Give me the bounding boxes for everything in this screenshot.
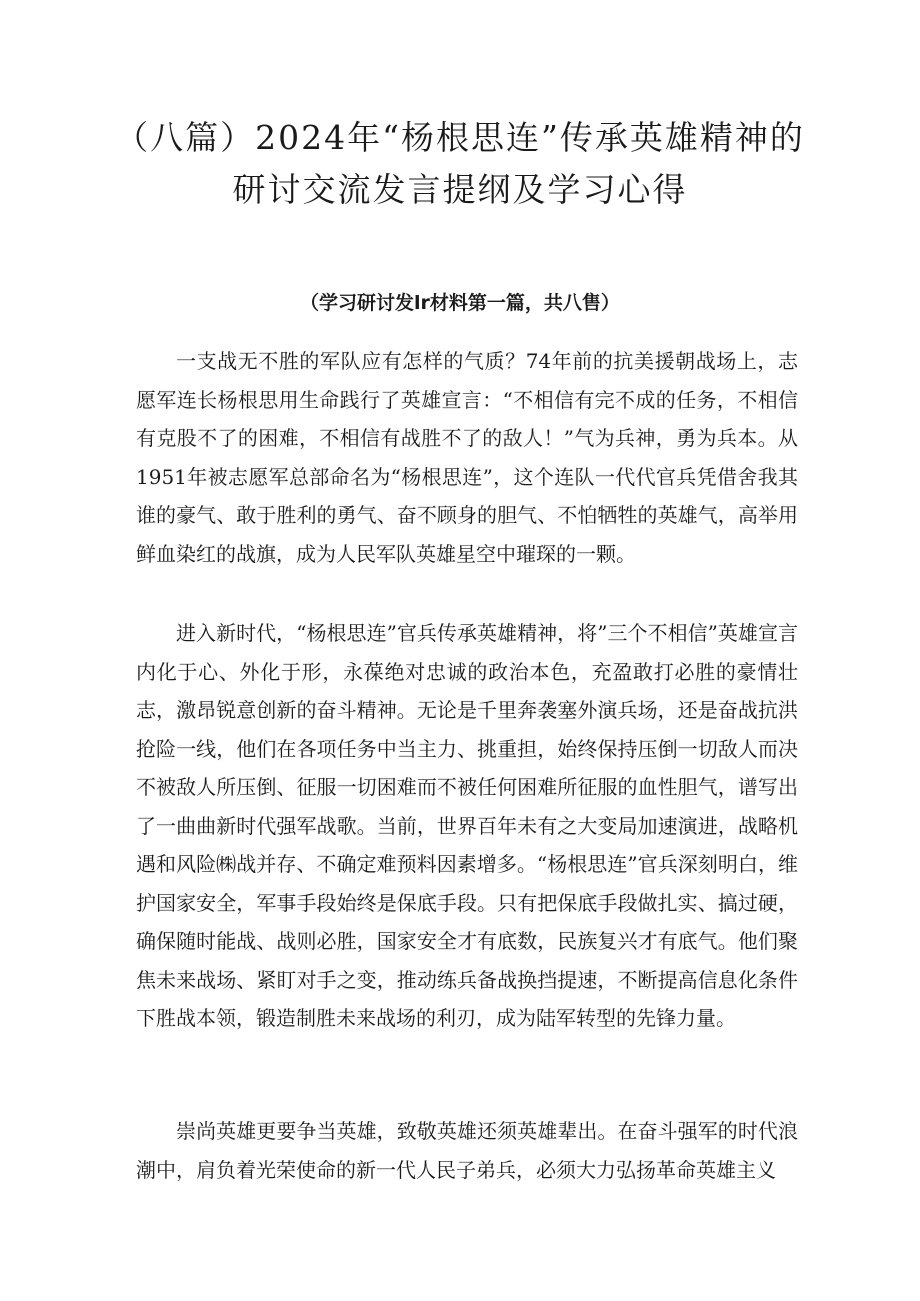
body-paragraph-3: 崇尚英雄更要争当英雄，致敬英雄还须英雄辈出。在奋斗强军的时代浪潮中，肩负着光荣使命的新一代人民子弟兵，必须大力弘扬革命英雄主义 <box>136 1119 798 1182</box>
document-title: （八篇）2024年“杨根思连”传承英雄精神的研讨交流发言提纲及学习心得 <box>115 118 805 209</box>
body-paragraph-2: 进入新时代，“杨根思连”官兵传承英雄精神，将”三个不相信”英雄宣言内化于心、外化于形，永葆绝对忠诚的政治本色，充盈敢打必胜的豪情壮志，激昂锐意创新的奋斗精神。无论是千里奔袭塞外演兵场，还是奋战抗洪抢险一线，他们在各项任务中当主力、挑重担，始终保持压倒一切敌人而决不被敌人所压倒、征服一切困难而不被任何困难所征服的血性胆气，谱写出了一曲曲新时代强军战歌。当前，世界百年未有之大变局加速演进，战略机遇和风险㈱战并存、不确定难预料因素增多。“杨根思连”官兵深刻明白，维护国家安全，军事手段始终是保底手段。只有把保底手段做扎实、搞过硬，确保随时能战、战则必胜，国家安全才有底数，民族复兴才有底气。他们聚焦未来战场、紧盯对手之变，推动练兵备战换挡提速，不断提高信息化条件下胜战本领，锻造制胜未来战场的利刃，成为陆军转型的先锋力量。 <box>136 621 798 1030</box>
body-paragraph-1: 一支战无不胜的军队应有怎样的气质？74年前的抗美援朝战场上，志愿军连长杨根思用生命践行了英雄宣言：“不相信有完不成的任务，不相信有克股不了的困难，不相信有战胜不了的敌人！”气为兵神，勇为兵本。从1951年被志愿军总部命名为“杨根思连”，这个连队一代代官兵凭借舍我其谁的豪气、敢于胜利的勇气、奋不顾身的胆气、不怕牺牲的英雄气，高举用鲜血染红的战旗，成为人民军队英雄星空中璀琛的一颗。 <box>136 349 798 566</box>
document-subtitle: （学习研讨发lr材料第一篇，共八售） <box>300 292 620 314</box>
